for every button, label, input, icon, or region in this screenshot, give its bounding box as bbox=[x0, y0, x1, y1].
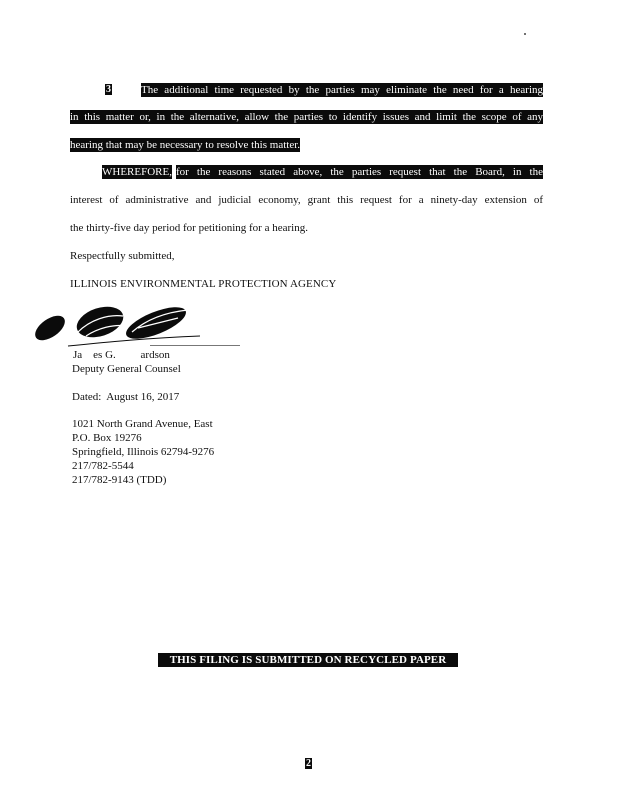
wherefore-line-2: interest of administrative and judicial economy, grant this request for a ninety-day extension of bbox=[70, 194, 543, 206]
signatory-title: Deputy General Counsel bbox=[72, 363, 181, 375]
agency-name: ILLINOIS ENVIRONMENTAL PROTECTION AGENCY bbox=[70, 278, 337, 290]
wherefore-lead: WHEREFORE, bbox=[102, 166, 172, 178]
signatory-name: Ja es G. ardson bbox=[73, 349, 170, 361]
paragraph-number: 3 bbox=[106, 84, 111, 95]
tdd-number: 217/782-9143 (TDD) bbox=[72, 474, 167, 486]
paragraph-3-line-2: in this matter or, in the alternative, allow the parties to identify issues and limit the scope of any bbox=[70, 111, 543, 123]
recycled-paper-notice: THIS FILING IS SUBMITTED ON RECYCLED PAPER bbox=[158, 653, 458, 667]
dated-line: Dated: August 16, 2017 bbox=[72, 391, 180, 403]
paragraph-3-line-1: The additional time requested by the parties may eliminate the need for a hearing bbox=[141, 84, 543, 96]
page-number: 2 bbox=[306, 758, 311, 769]
paragraph-3-line-3: hearing that may be necessary to resolve this matter. bbox=[70, 139, 301, 151]
phone-number: 217/782-5544 bbox=[72, 460, 134, 472]
wherefore-line-3: the thirty-five day period for petitioning for a hearing. bbox=[70, 222, 308, 234]
address-street: 1021 North Grand Avenue, East bbox=[72, 418, 213, 430]
closing-salutation: Respectfully submitted, bbox=[70, 250, 175, 262]
address-city: Springfield, Illinois 62794-9276 bbox=[72, 446, 215, 458]
wherefore-line-1 bbox=[102, 165, 543, 179]
wherefore-line-1-rest: for the reasons stated above, the parties request that the Board, in the bbox=[175, 166, 543, 178]
signature-rule bbox=[150, 345, 240, 346]
address-po-box: P.O. Box 19276 bbox=[72, 432, 142, 444]
scan-speck bbox=[524, 33, 526, 35]
